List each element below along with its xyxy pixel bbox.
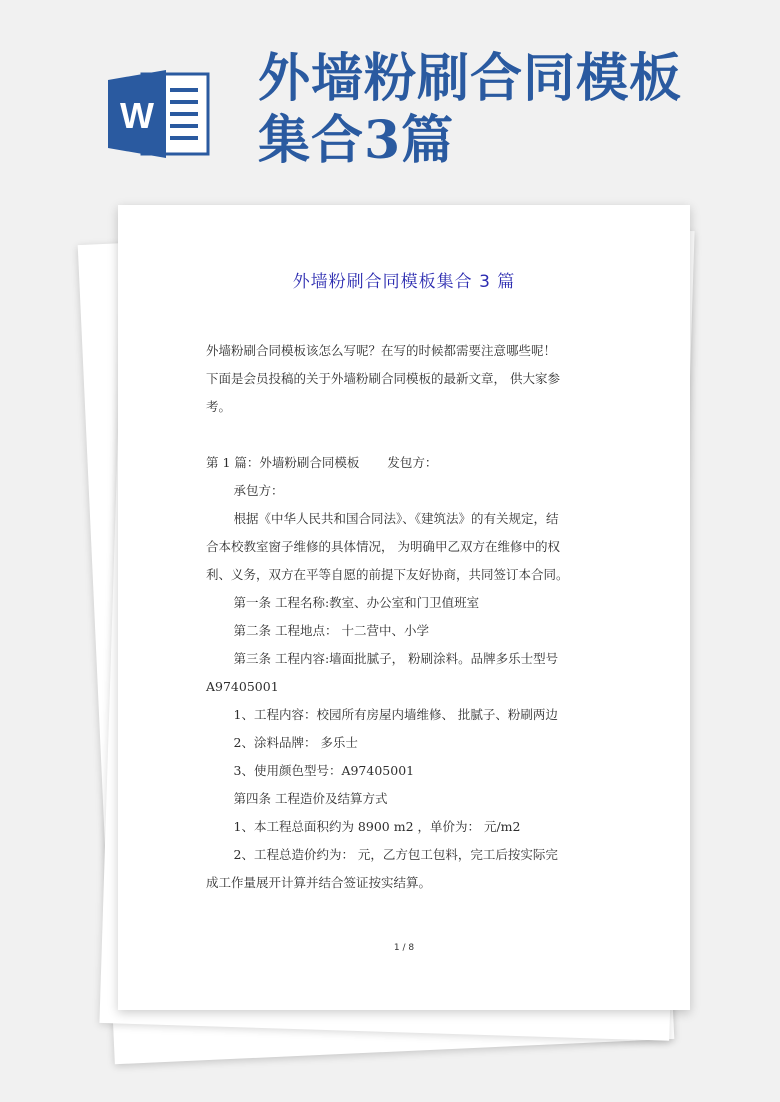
banner-title (258, 48, 682, 172)
item-3: 3、使用颜色型号：A97405001 (233, 763, 415, 778)
basis-line-3: 利、义务，双方在平等自愿的前提下友好协商，共同签订本合同。 (206, 567, 569, 582)
banner-title-line1: 外墙粉刷合同模板 (258, 48, 683, 109)
document-body (206, 337, 616, 897)
document-title: 外墙粉刷合同模板集合 3 篇 (292, 272, 516, 292)
word-document-icon (108, 68, 210, 160)
intro-line-3: 考。 (206, 399, 232, 414)
basis-line-1: 根据《中华人民共和国合同法》、《建筑法》的有关规定，结 (233, 511, 559, 526)
intro-line-2: 下面是会员投稿的关于外墙粉刷合同模板的最新文章， 供大家参 (206, 371, 560, 386)
price-line-1: 1、本工程总面积约为 8900 m2 ，单价为： 元/m2 (233, 819, 521, 834)
intro-line-1: 外墙粉刷合同模板该怎么写呢？在写的时候都需要注意哪些呢！ (206, 343, 557, 358)
article-2: 第二条 工程地点： 十二营中、小学 (233, 623, 429, 638)
section-heading-title: 第 1 篇：外墙粉刷合同模板 (206, 455, 360, 470)
price-line-3: 成工作量展开计算并结合签证按实结算。 (206, 875, 432, 890)
contractor-label: 承包方： (233, 483, 284, 498)
article-4: 第四条 工程造价及结算方式 (233, 791, 388, 806)
page-number: 1 / 8 (393, 943, 415, 953)
employer-label: 发包方： (387, 455, 438, 470)
item-1: 1、工程内容：校园所有房屋内墙维修、 批腻子、粉刷两边 (233, 707, 558, 722)
basis-line-2: 合本校教室窗子维修的具体情况， 为明确甲乙双方在维修中的权 (206, 539, 560, 554)
document-page (118, 205, 690, 1010)
article-3-line-2: A97405001 (206, 679, 279, 694)
article-3-line-1: 第三条 工程内容:墙面批腻子， 粉刷涂料。品牌多乐士型号 (233, 651, 559, 666)
word-icon-letter: W (120, 95, 154, 136)
price-line-2: 2、工程总造价约为： 元，乙方包工包料，完工后按实际完 (233, 847, 558, 862)
article-1: 第一条 工程名称:教室、办公室和门卫值班室 (233, 595, 480, 610)
item-2: 2、涂料品牌： 多乐士 (233, 735, 358, 750)
banner-title-line2: 集合3篇 (258, 110, 455, 171)
section-heading (206, 449, 616, 477)
